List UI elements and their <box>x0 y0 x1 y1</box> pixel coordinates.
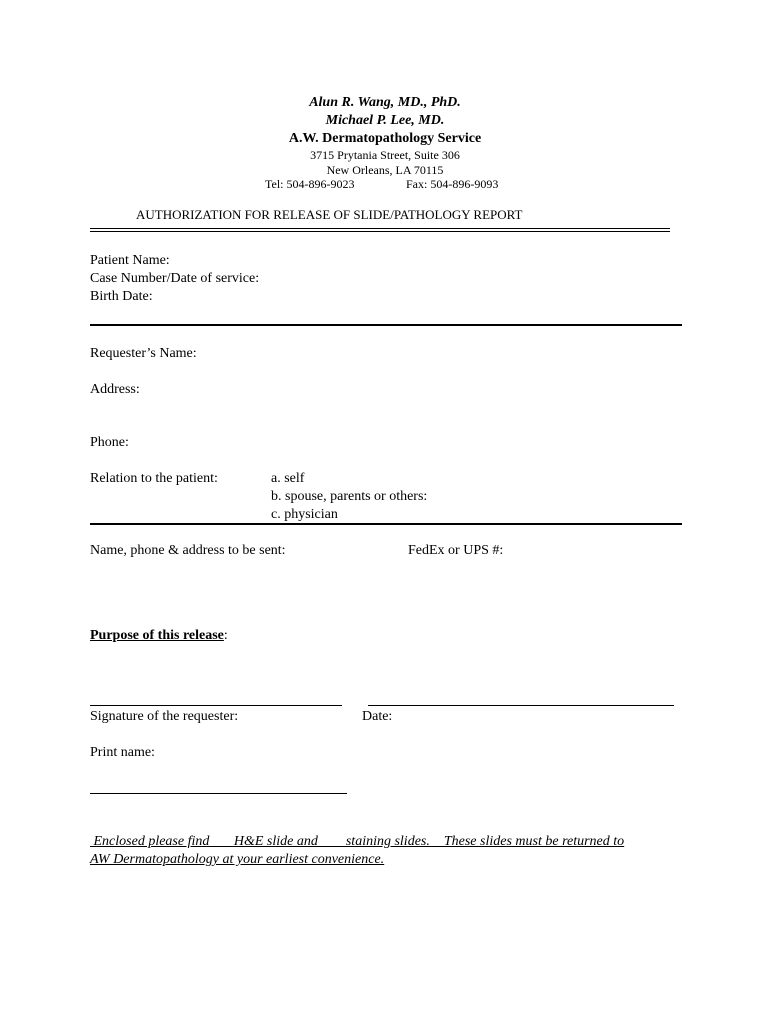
tel-number: Tel: 504-896-9023 <box>265 177 355 191</box>
print-name-label: Print name: <box>90 745 155 760</box>
date-label: Date: <box>362 709 393 724</box>
title-double-rule <box>90 228 670 232</box>
relation-option-self: a. self <box>271 471 305 486</box>
purpose-heading <box>90 628 228 644</box>
birth-date-label: Birth Date: <box>90 289 153 304</box>
enclosed-note-line-1: Enclosed please find H&E slide and staining slides. These slides must be returned to <box>90 834 625 849</box>
relation-option-physician: c. physician <box>271 507 338 522</box>
case-number-label: Case Number/Date of service: <box>90 271 260 286</box>
signature-label: Signature of the requester: <box>90 709 239 724</box>
signature-line <box>90 705 342 706</box>
requester-name-label: Requester’s Name: <box>90 346 197 361</box>
fedex-ups-label: FedEx or UPS #: <box>408 543 504 558</box>
relation-label: Relation to the patient: <box>90 471 218 486</box>
form-title: AUTHORIZATION FOR RELEASE OF SLIDE/PATHOLOGY REPORT <box>136 207 523 222</box>
phone-label: Phone: <box>90 435 129 450</box>
send-to-label: Name, phone & address to be sent: <box>90 543 286 558</box>
patient-name-label: Patient Name: <box>90 253 170 268</box>
patient-section-rule <box>90 324 682 326</box>
address-label: Address: <box>90 382 140 397</box>
doctor-name-2: Michael P. Lee, MD. <box>325 113 445 128</box>
enclosed-note-line-2: AW Dermatopathology at your earliest convenience. <box>90 852 385 867</box>
date-line <box>368 705 674 706</box>
requester-section-rule <box>90 523 682 525</box>
purpose-label: Purpose of this release <box>90 628 224 643</box>
city-address: New Orleans, LA 70115 <box>326 163 444 177</box>
service-name: A.W. Dermatopathology Service <box>288 131 482 146</box>
street-address: 3715 Prytania Street, Suite 306 <box>310 148 460 162</box>
fax-number: Fax: 504-896-9093 <box>406 177 499 191</box>
purpose-colon: : <box>223 628 228 643</box>
print-name-line <box>90 793 347 794</box>
relation-option-spouse: b. spouse, parents or others: <box>271 489 428 504</box>
doctor-name-1: Alun R. Wang, MD., PhD. <box>309 95 461 110</box>
